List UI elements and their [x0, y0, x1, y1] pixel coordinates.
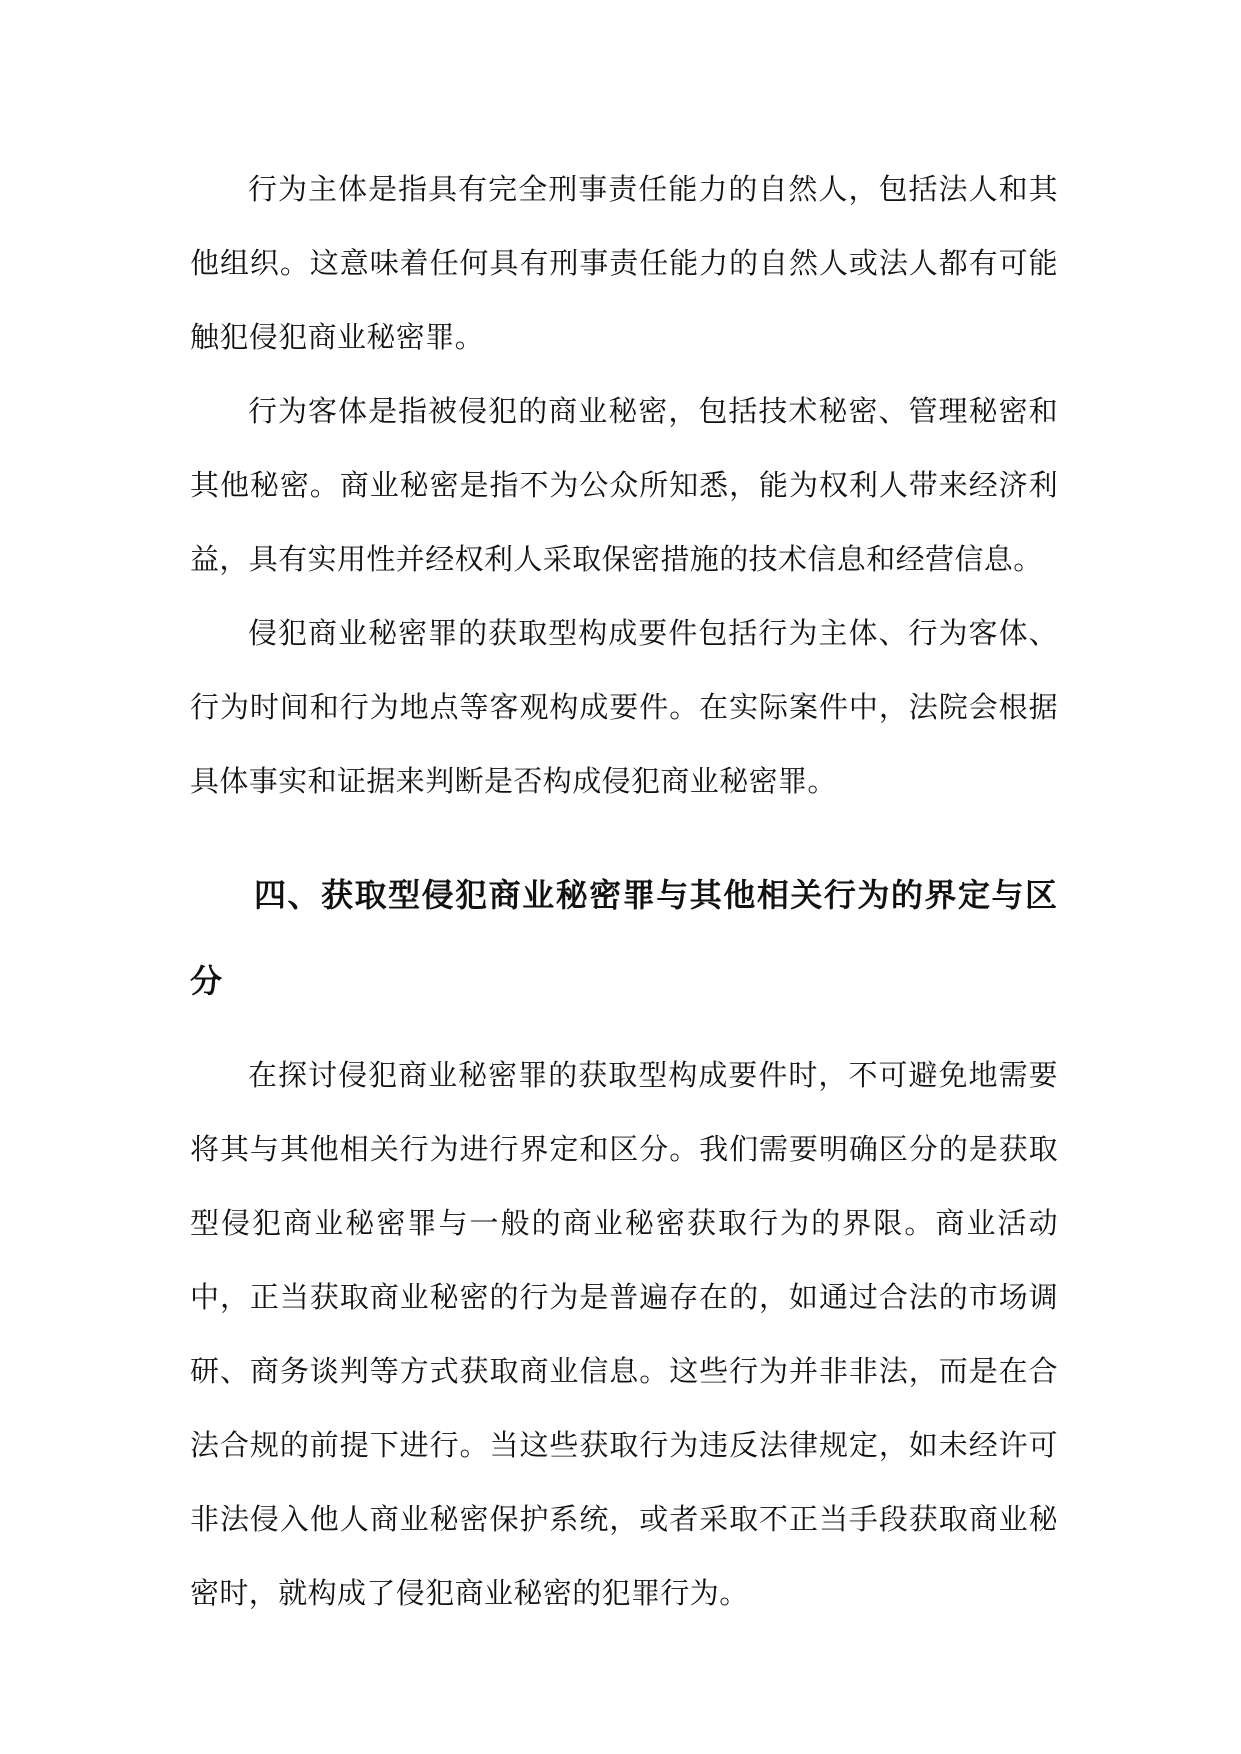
paragraph-elements: 侵犯商业秘密罪的获取型构成要件包括行为主体、行为客体、行为时间和行为地点等客观构成要件。在实际案件中，法院会根据具体事实和证据来判断是否构成侵犯商业秘密罪。 — [190, 616, 1058, 798]
paragraph-object: 行为客体是指被侵犯的商业秘密，包括技术秘密、管理秘密和其他秘密。商业秘密是指不为公众所知悉，能为权利人带来经济利益，具有实用性并经权利人采取保密措施的技术信息和经营信息。 — [190, 394, 1058, 576]
section-heading: 四、获取型侵犯商业秘密罪与其他相关行为的界定与区分 — [190, 876, 1058, 1000]
paragraph-subject: 行为主体是指具有完全刑事责任能力的自然人，包括法人和其他组织。这意味着任何具有刑事责任能力的自然人或法人都有可能触犯侵犯商业秘密罪。 — [190, 172, 1058, 354]
paragraph-distinction: 在探讨侵犯商业秘密罪的获取型构成要件时，不可避免地需要将其与其他相关行为进行界定和区分。我们需要明确区分的是获取型侵犯商业秘密罪与一般的商业秘密获取行为的界限。商业活动中，正当获取商业秘密的行为是普遍存在的，如通过合法的市场调研、商务谈判等方式获取商业信息。这些行为并非非法，而是在合法合规的前提下进行。当这些获取行为违反法律规定，如未经许可非法侵入他人商业秘密保护系统，或者采取不正当手段获取商业秘密时，就构成了侵犯商业秘密的犯罪行为。 — [190, 1058, 1058, 1610]
